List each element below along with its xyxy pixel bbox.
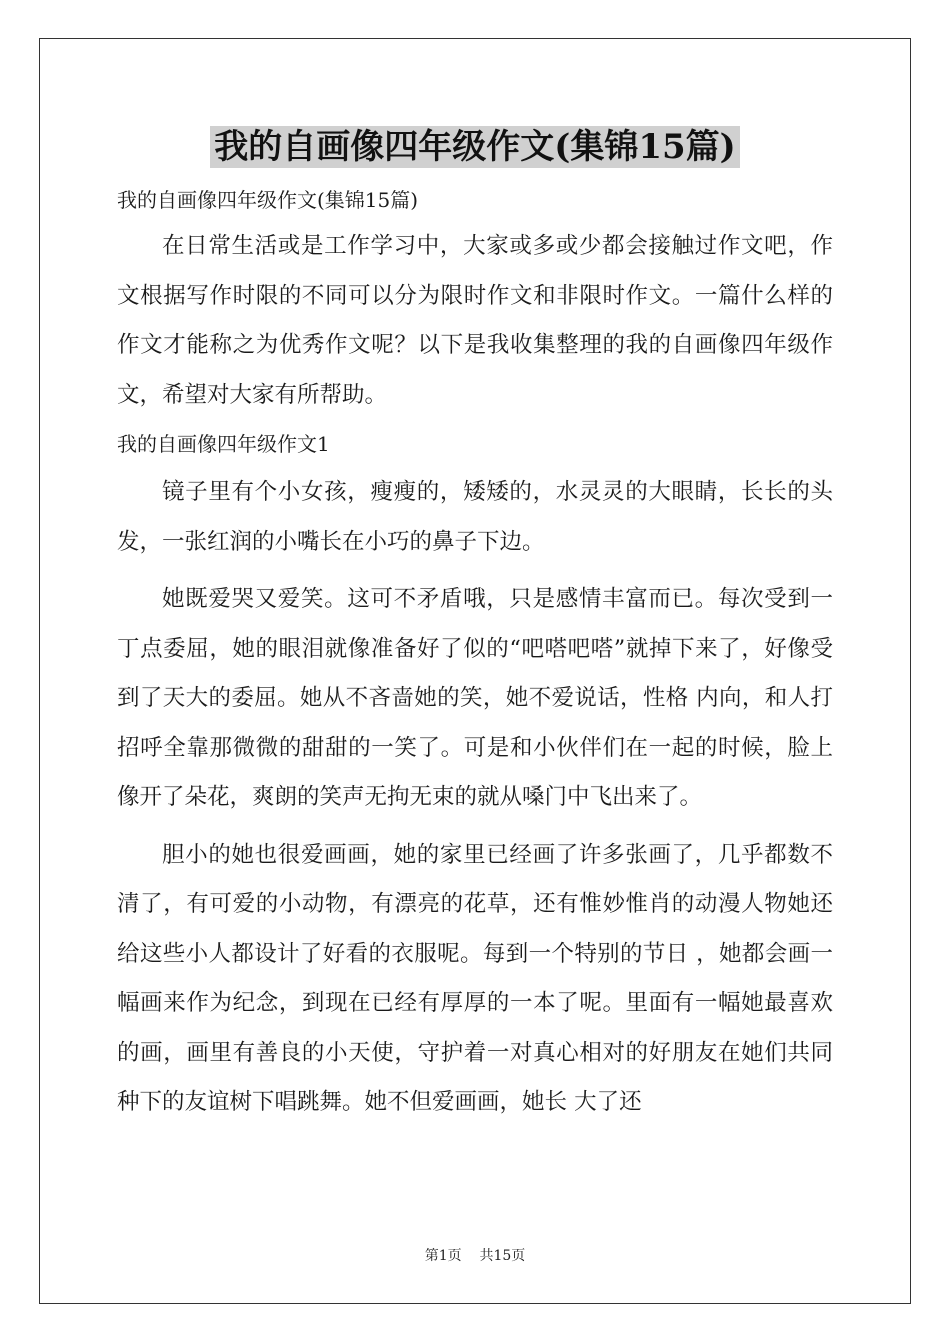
document-title: 我的自画像四年级作文(集锦15篇)	[210, 126, 740, 168]
page-number: 第1页	[424, 1248, 462, 1264]
body-paragraph-1: 镜子里有个小女孩，瘦瘦的，矮矮的，水灵灵的大眼睛，长长的头发，一张红润的小嘴长在小巧的鼻子下边。	[117, 479, 833, 555]
page-total: 共15页	[479, 1248, 526, 1264]
intro-paragraph: 在日常生活或是工作学习中，大家或多或少都会接触过作文吧，作文根据写作时限的不同可以分为限时作文和非限时作文。一篇什么样的作文才能称之为优秀作文呢？以下是我收集整理的我的自画像四年级作文，希望对大家有所帮助。	[117, 233, 833, 408]
title-container	[0, 126, 950, 168]
body-paragraph-2: 她既爱哭又爱笑。这可不矛盾哦，只是感情丰富而已。每次受到一丁点委屈，她的眼泪就像准备好了似的“吧嗒吧嗒”就掉下来了，好像受到了天大的委屈。她从不吝啬她的笑，她不爱说话，性格 内向，和人打招呼全靠那微微的甜甜的一笑了。可是和小伙伴们在一起的时候，脸上像开了朵花，爽朗的笑声无拘无束的就从嗓门中飞出来了。	[117, 586, 833, 810]
body-paragraph-3: 胆小的她也很爱画画，她的家里已经画了许多张画了，几乎都数不清了，有可爱的小动物，有漂亮的花草，还有惟妙惟肖的动漫人物她还给这些小人都设计了好看的衣服呢。每到一个特别的节日 ，她都会画一幅画来作为纪念，到现在已经有厚厚的一本了呢。里面有一幅她最喜欢的画，画里有善良的小天使，守护着一对真心相对的好朋友在她们共同种下的友谊树下唱跳舞。她不但爱画画，她长 大了还	[117, 841, 833, 1115]
page-footer	[0, 1246, 950, 1266]
document-subtitle: 我的自画像四年级作文(集锦15篇)	[117, 188, 419, 212]
section-heading: 我的自画像四年级作文1	[117, 432, 330, 456]
document-body	[117, 180, 833, 1128]
